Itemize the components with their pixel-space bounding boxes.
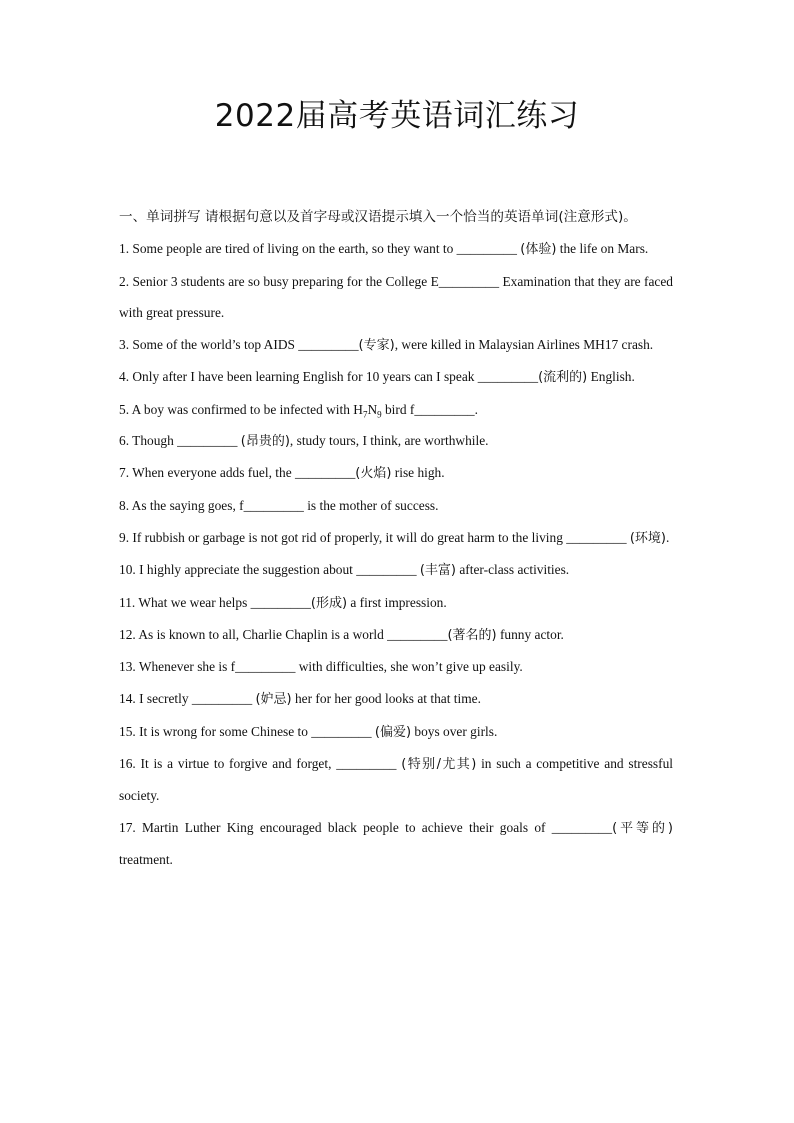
question-text: 6. Though _________ xyxy=(119,433,241,449)
question-text: 9. If rubbish or garbage is not got rid of properly, it will do great harm to the living _________ xyxy=(119,529,630,545)
subscript: 7 xyxy=(362,409,368,420)
question-text: 15. It is wrong for some Chinese to _________ xyxy=(119,723,375,739)
question-text: 5. A boy was confirmed to be infected with H xyxy=(119,401,363,417)
question-text-end: a first impression. xyxy=(347,594,447,610)
question-15 xyxy=(119,716,673,748)
question-text-end: rise high. xyxy=(391,465,445,481)
chinese-hint: (丰富) xyxy=(419,563,457,579)
chinese-hint: (平等的) xyxy=(612,820,673,836)
question-text: 13. Whenever she is f_________ with difficulties, she won’t give up easily. xyxy=(119,659,523,675)
chinese-hint: (偏爱) xyxy=(374,724,412,740)
question-text: 7. When everyone adds fuel, the _________ xyxy=(119,465,356,481)
chinese-hint: (火焰) xyxy=(355,466,392,482)
question-16 xyxy=(119,748,673,812)
question-text: 2. Senior 3 students are so busy preparing for the College E_________ Examination that they are faced with great pressure. xyxy=(119,273,673,320)
question-text-end: her for her good looks at that time. xyxy=(291,691,481,707)
chinese-hint: (妒忌) xyxy=(255,692,292,708)
question-text-end: after-class activities. xyxy=(456,562,570,578)
question-11 xyxy=(119,587,673,619)
question-text-end: funny actor. xyxy=(496,626,564,642)
question-12 xyxy=(119,619,673,651)
question-text: 4. Only after I have been learning English for 10 years can I speak _________ xyxy=(119,369,539,385)
question-text-end: boys over girls. xyxy=(411,723,498,739)
question-text: 8. As the saying goes, f_________ is the mother of success. xyxy=(119,497,439,513)
chinese-hint: (昂贵的) xyxy=(240,434,290,450)
question-9 xyxy=(119,522,673,554)
question-text-end: bird f_________. xyxy=(381,401,478,417)
chinese-hint: (特别/尤其) xyxy=(401,757,477,773)
question-text-end: . xyxy=(666,529,670,545)
question-text: 16. It is a virtue to forgive and forget, _________ xyxy=(119,756,402,772)
chinese-hint: (流利的) xyxy=(538,370,588,386)
question-10 xyxy=(119,554,673,586)
question-text-end: English. xyxy=(587,369,635,385)
question-13 xyxy=(119,651,673,683)
chinese-hint: (著名的) xyxy=(447,627,497,643)
subscript: 9 xyxy=(377,409,382,420)
chinese-hint: (形成) xyxy=(310,595,348,611)
question-text-end: in such a competitive and stressful society. xyxy=(119,756,673,804)
section-instruction: 一、单词拼写 请根据句意以及首字母或汉语提示填入一个恰当的英语单词(注意形式)。 xyxy=(119,209,637,225)
question-2 xyxy=(119,266,673,330)
question-7 xyxy=(119,457,673,489)
chinese-hint: (体验) xyxy=(520,242,557,258)
question-5 xyxy=(119,394,673,425)
question-4 xyxy=(119,361,673,393)
question-text-end: the life on Mars. xyxy=(556,241,649,257)
chinese-hint: (环境) xyxy=(629,530,667,546)
question-text-end: , were killed in Malaysian Airlines MH17 crash. xyxy=(394,337,654,353)
question-text-mid: N xyxy=(367,401,378,417)
question-text: 12. As is known to all, Charlie Chaplin is a world _________ xyxy=(119,626,448,642)
question-14 xyxy=(119,683,673,715)
question-1 xyxy=(119,233,673,265)
page-title: 2022届高考英语词汇练习 xyxy=(214,98,580,134)
question-text: 11. What we wear helps _________ xyxy=(119,594,311,610)
question-6 xyxy=(119,425,673,457)
question-text: 17. Martin Luther King encouraged black people to achieve their goals of _________ xyxy=(119,819,613,835)
question-text-end: , study tours, I think, are worthwhile. xyxy=(289,433,489,449)
question-text: 14. I secretly _________ xyxy=(119,691,256,707)
question-text: 1. Some people are tired of living on the earth, so they want to _________ xyxy=(119,241,521,257)
question-8 xyxy=(119,490,673,522)
question-text: 3. Some of the world’s top AIDS _________ xyxy=(119,337,359,353)
exercise-section xyxy=(119,202,673,875)
question-3 xyxy=(119,329,673,361)
question-text-end: treatment. xyxy=(119,851,173,867)
question-17 xyxy=(119,812,673,876)
question-text: 10. I highly appreciate the suggestion about _________ xyxy=(119,562,420,578)
chinese-hint: (专家) xyxy=(358,338,395,354)
